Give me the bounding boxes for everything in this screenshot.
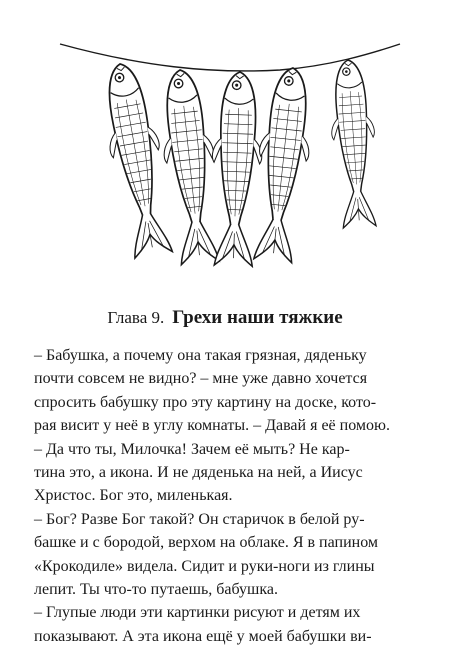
fish-2 <box>155 67 224 265</box>
text-line: башке и с бородой, верхом на облаке. Я в папином <box>34 534 379 552</box>
text-line: лепит. Ты что-то путаешь, бабушка. <box>34 580 278 598</box>
text-line: показывают. А эта икона ещё у моей бабушки ви- <box>34 627 372 645</box>
chapter-heading <box>0 306 450 331</box>
text-line: – Да что ты, Милочка! Зачем её мыть? Не кар- <box>34 440 350 458</box>
chapter-label: Глава 9. <box>107 308 165 327</box>
text-line: «Крокодиле» видела. Сидит и руки-ноги из глины <box>34 557 375 575</box>
text-line: почти совсем не видно? – мне уже давно хочется <box>34 370 368 388</box>
text-line: рая висит у неё в углу комнаты. – Давай я её помою. <box>34 417 390 435</box>
hanging-dried-fish-illustration <box>50 18 410 268</box>
text-line: – Глупые люди эти картинки рисуют и детям их <box>34 604 361 622</box>
text-line: – Бабушка, а почему она такая грязная, дяденьку <box>34 347 367 364</box>
text-line: – Бог? Разве Бог такой? Он старичок в белой ру- <box>34 510 365 528</box>
chapter-title: Грехи наши тяжкие <box>172 307 343 328</box>
body-text <box>34 344 434 648</box>
fish-5 <box>327 59 381 229</box>
fish-4 <box>248 65 317 263</box>
fish-3 <box>209 71 265 266</box>
text-line: спросить бабушку про эту картину на доске, кото- <box>34 393 377 411</box>
text-line: тина это, а икона. И не дяденька на ней, а Иисус <box>34 463 363 481</box>
text-line: Христос. Бог это, миленькая. <box>34 487 233 505</box>
